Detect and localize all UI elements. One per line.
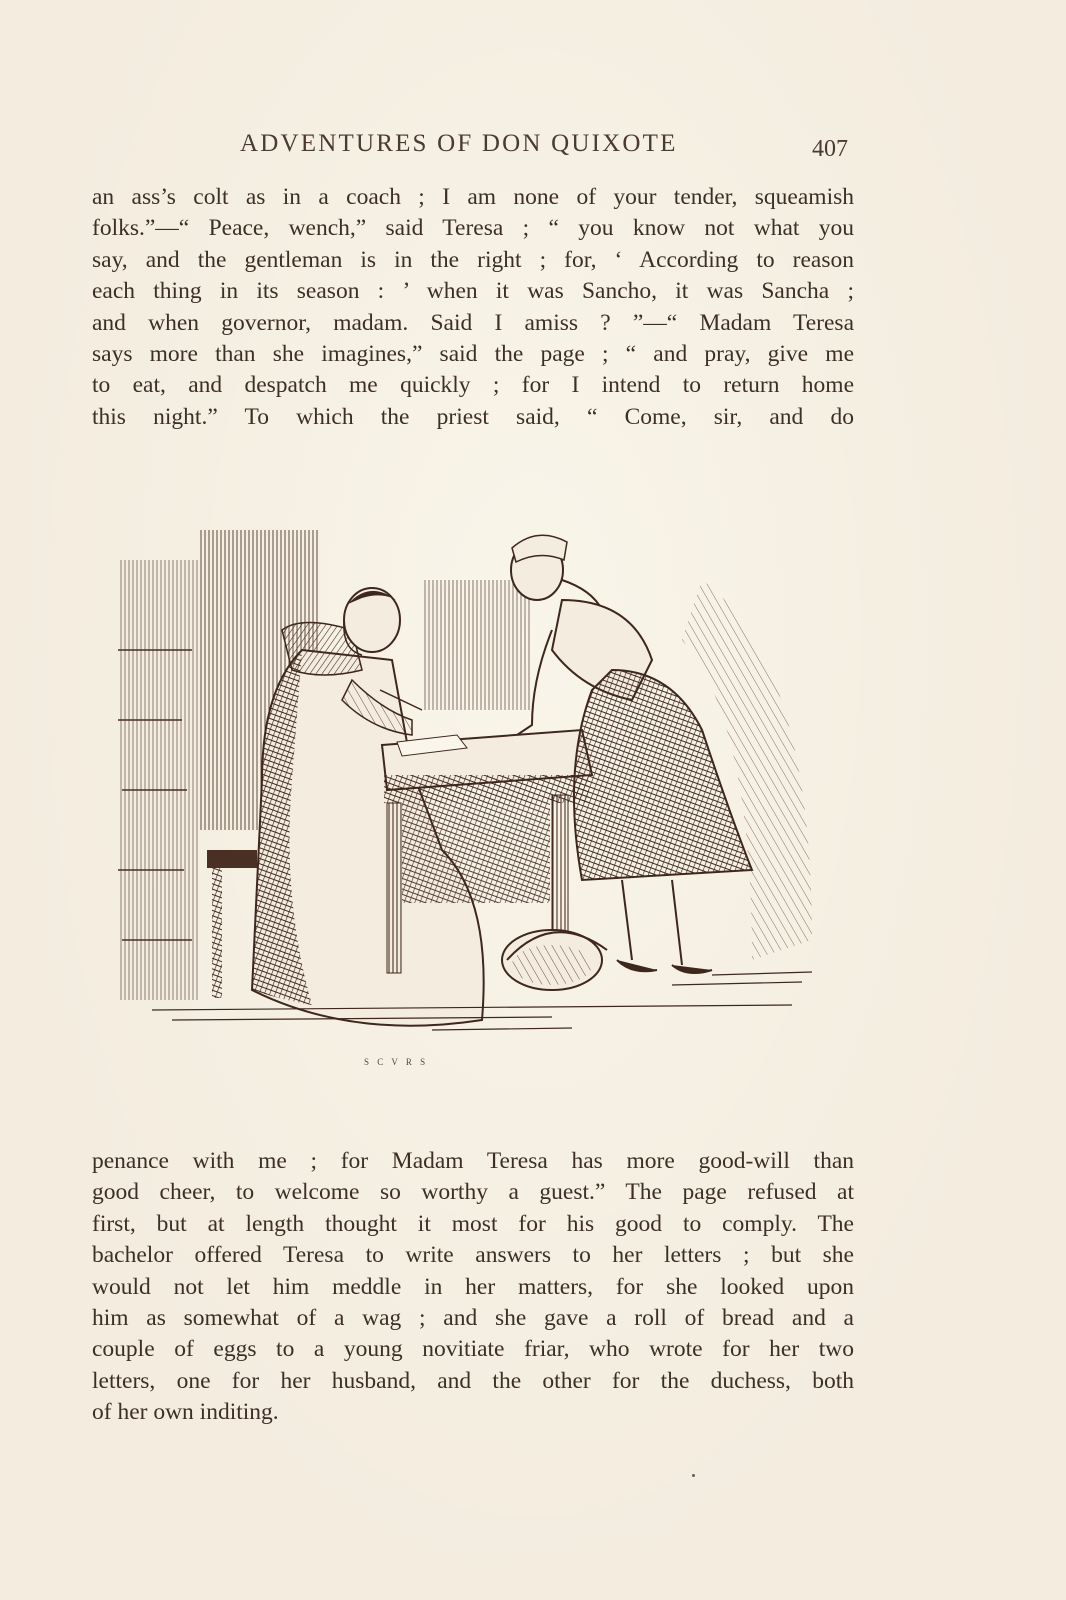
text-line: good cheer, to welcome so worthy a guest.” The page refused at [92, 1179, 854, 1206]
text-line: says more than she imagines,” said the page ; “ and pray, give me [92, 340, 854, 367]
engraver-mark: S C V R S [364, 1057, 429, 1067]
bench [207, 850, 257, 998]
text-line: bachelor offered Teresa to write answers to her letters ; but she [92, 1242, 854, 1269]
text-block-bottom [92, 1146, 854, 1429]
text-line: couple of eggs to a young novitiate friar, who wrote for her two [92, 1336, 854, 1363]
stray-mark [692, 1474, 695, 1477]
text-line: folks.”—“ Peace, wench,” said Teresa ; “ you know not what you [92, 215, 854, 242]
text-line: of her own inditing. [92, 1399, 279, 1426]
basket [502, 930, 607, 990]
text-line: say, and the gentleman is in the right ; for, ‘ According to reason [92, 246, 854, 273]
text-line: an ass’s colt as in a coach ; I am none of your tender, squeamish [92, 184, 854, 210]
engraving-svg [112, 520, 832, 1060]
text-line: first, but at length thought it most for his good to comply. The [92, 1210, 854, 1237]
text-line: this night.” To which the priest said, “ Come, sir, and do [92, 403, 854, 430]
text-line: each thing in its season : ’ when it was Sancho, it was Sancha ; [92, 278, 854, 305]
text-line: him as somewhat of a wag ; and she gave a roll of bread and a [92, 1304, 854, 1331]
text-line: letters, one for her husband, and the other for the duchess, both [92, 1367, 854, 1394]
text-line: to eat, and despatch me quickly ; for I intend to return home [92, 372, 854, 399]
text-line: penance with me ; for Madam Teresa has more good-will than [92, 1148, 854, 1174]
engraving-illustration [112, 520, 832, 1080]
text-line: and when governor, madam. Said I amiss ? ”—“ Madam Teresa [92, 309, 854, 336]
page-number: 407 [812, 136, 848, 162]
text-block-top [92, 182, 854, 433]
text-line: would not let him meddle in her matters, for she looked upon [92, 1273, 854, 1300]
running-title: ADVENTURES OF DON QUIXOTE [240, 130, 678, 157]
running-head [92, 130, 852, 164]
